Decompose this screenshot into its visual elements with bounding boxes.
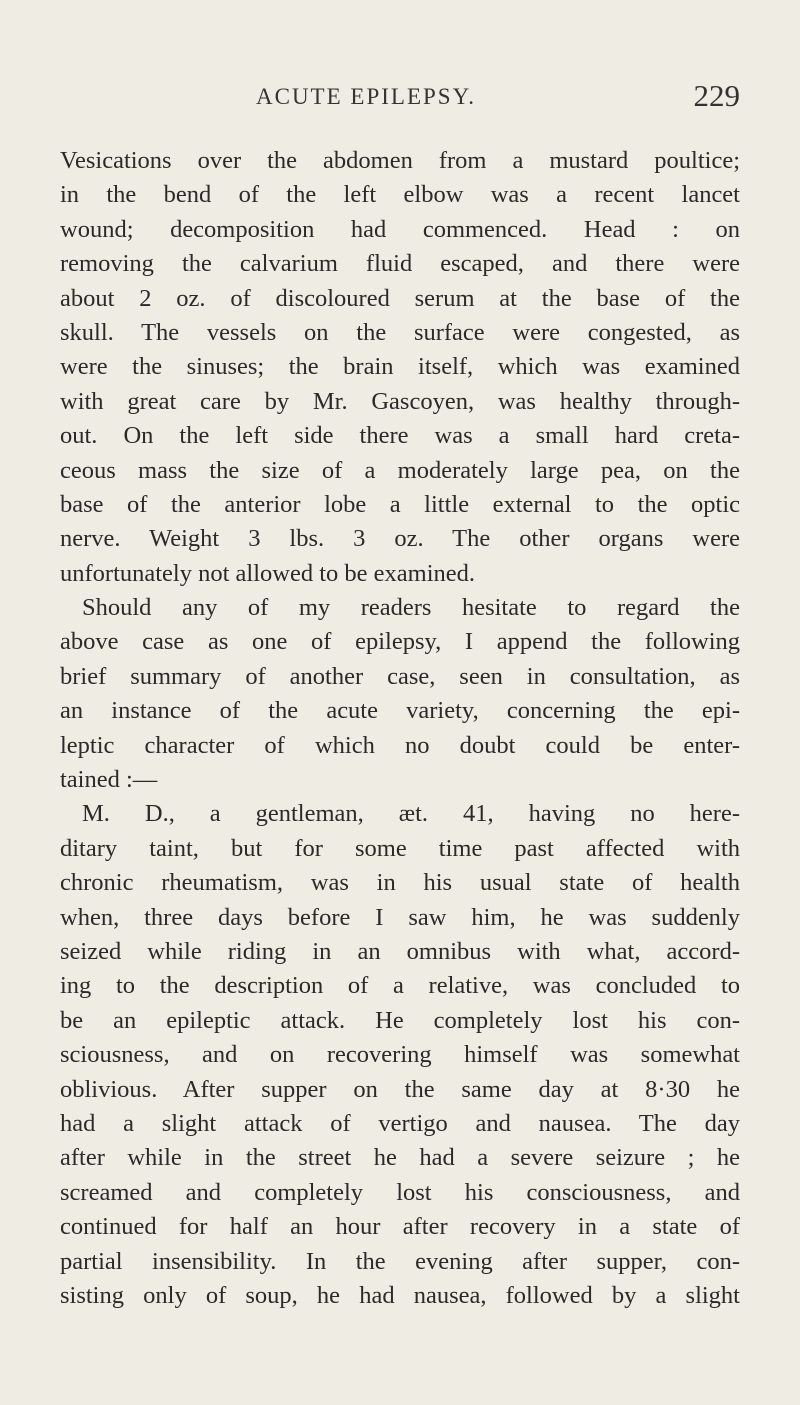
text-line: after while in the street he had a severe seizure ; he — [60, 1144, 740, 1172]
running-head — [60, 78, 740, 124]
text-line: leptic character of which no doubt could be enter- — [60, 731, 740, 759]
body-text — [60, 144, 740, 1313]
text-line: ing to the description of a relative, was concluded to — [60, 972, 740, 1000]
paragraph-start-line: Should any of my readers hesitate to regard the — [82, 594, 740, 622]
paragraph-start-line: M. D., a gentleman, æt. 41, having no here- — [82, 800, 740, 828]
page-number: 229 — [693, 78, 740, 113]
text-line: were the sinuses; the brain itself, which was examined — [60, 353, 740, 381]
text-line: be an epileptic attack. He completely lost his con- — [60, 1006, 740, 1034]
text-line: continued for half an hour after recovery in a state of — [60, 1213, 740, 1241]
text-line: about 2 oz. of discoloured serum at the base of the — [60, 284, 740, 312]
text-line: ditary taint, but for some time past affected with — [60, 834, 740, 862]
text-line: above case as one of epilepsy, I append the following — [60, 628, 740, 656]
text-line: when, three days before I saw him, he was suddenly — [60, 903, 740, 931]
text-line: brief summary of another case, seen in consultation, as — [60, 662, 740, 690]
text-line: sisting only of soup, he had nausea, followed by a slight — [60, 1281, 740, 1309]
paragraph-end-line: unfortunately not allowed to be examined. — [60, 559, 476, 587]
text-line: with great care by Mr. Gascoyen, was healthy through- — [60, 387, 740, 415]
text-line: Vesications over the abdomen from a mustard poultice; — [60, 147, 740, 174]
text-line: chronic rheumatism, was in his usual state of health — [60, 869, 740, 897]
text-line: had a slight attack of vertigo and nausea. The day — [60, 1109, 740, 1137]
text-line: an instance of the acute variety, concerning the epi- — [60, 697, 740, 725]
running-title: ACUTE EPILEPSY. — [256, 84, 476, 109]
text-line: base of the anterior lobe a little external to the optic — [60, 490, 740, 518]
text-line: seized while riding in an omnibus with what, accord- — [60, 937, 740, 965]
text-line: in the bend of the left elbow was a recent lancet — [60, 181, 740, 209]
paragraph-end-line: tained :— — [60, 766, 158, 794]
text-line: nerve. Weight 3 lbs. 3 oz. The other organs were — [60, 525, 740, 553]
text-line: wound; decomposition had commenced. Head : on — [60, 215, 740, 243]
text-line: ceous mass the size of a moderately large pea, on the — [60, 456, 740, 484]
text-line: out. On the left side there was a small hard creta- — [60, 422, 740, 450]
text-line: skull. The vessels on the surface were congested, as — [60, 318, 740, 346]
text-line: screamed and completely lost his consciousness, and — [60, 1178, 740, 1206]
text-line: removing the calvarium fluid escaped, and there were — [60, 250, 740, 278]
text-line: oblivious. After supper on the same day at 8·30 he — [60, 1075, 740, 1103]
text-line: partial insensibility. In the evening after supper, con- — [60, 1247, 740, 1275]
text-line: sciousness, and on recovering himself was somewhat — [60, 1041, 740, 1069]
